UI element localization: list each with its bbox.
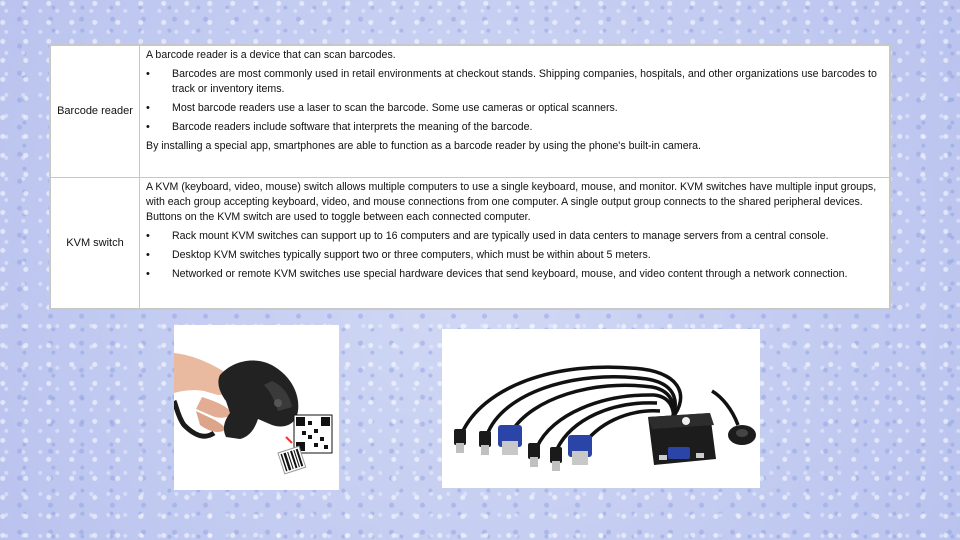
bullet-icon: • [146,249,150,261]
list-item [146,101,883,116]
bullet-text: Networked or remote KVM switches use special hardware devices that send keyboard, mouse, and video content through a network connection. [172,268,848,280]
table-row-barcode-reader [51,46,890,178]
bullet-icon: • [146,121,150,133]
kvm-bullet-list [146,229,883,282]
barcode-outro: By installing a special app, smartphones are able to function as a barcode reader by using the phone's built-in camera. [146,140,701,152]
bullet-icon: • [146,268,150,280]
row-label-barcode-reader: Barcode reader [51,46,140,178]
list-item [146,120,883,135]
kvm-switch-photo [442,329,760,488]
barcode-scanner-photo [174,325,339,490]
row-content-barcode-reader [140,46,890,178]
bullet-text: Barcode readers include software that interprets the meaning of the barcode. [172,121,533,133]
list-item [146,267,883,282]
bullet-text: Rack mount KVM switches can support up to 16 computers and are typically used in data centers to manage servers from a central console. [172,230,829,242]
row-content-kvm-switch [140,178,890,309]
bullet-icon: • [146,102,150,114]
bullet-icon: • [146,68,150,80]
document-table-screenshot [49,44,891,310]
row-label-kvm-switch: KVM switch [51,178,140,309]
bullet-text: Barcodes are most commonly used in retail environments at checkout stands. Shipping companies, hospitals, and other organizations use barcodes to track or inventory items. [172,68,877,95]
bullet-text: Desktop KVM switches typically support two or three computers, which must be within about 5 meters. [172,249,651,261]
list-item [146,248,883,263]
kvm-switch-icon [442,329,760,488]
table-row-kvm-switch [51,178,890,309]
bullet-text: Most barcode readers use a laser to scan the barcode. Some use cameras or optical scanners. [172,102,618,114]
barcode-scanner-icon [174,325,339,490]
barcode-intro: A barcode reader is a device that can scan barcodes. [146,49,396,61]
list-item [146,229,883,244]
bullet-icon: • [146,230,150,242]
barcode-bullet-list [146,67,883,135]
definition-table [50,45,890,309]
list-item [146,67,883,97]
kvm-intro: A KVM (keyboard, video, mouse) switch allows multiple computers to use a single keyboard, mouse, and monitor. KVM switches have multiple input groups, with each group accepting keyboard, video, and mouse connections from one computer. A single output group connects to the shared peripheral devices. Buttons on the KVM switch are used to toggle between each connected computer. [146,181,877,223]
